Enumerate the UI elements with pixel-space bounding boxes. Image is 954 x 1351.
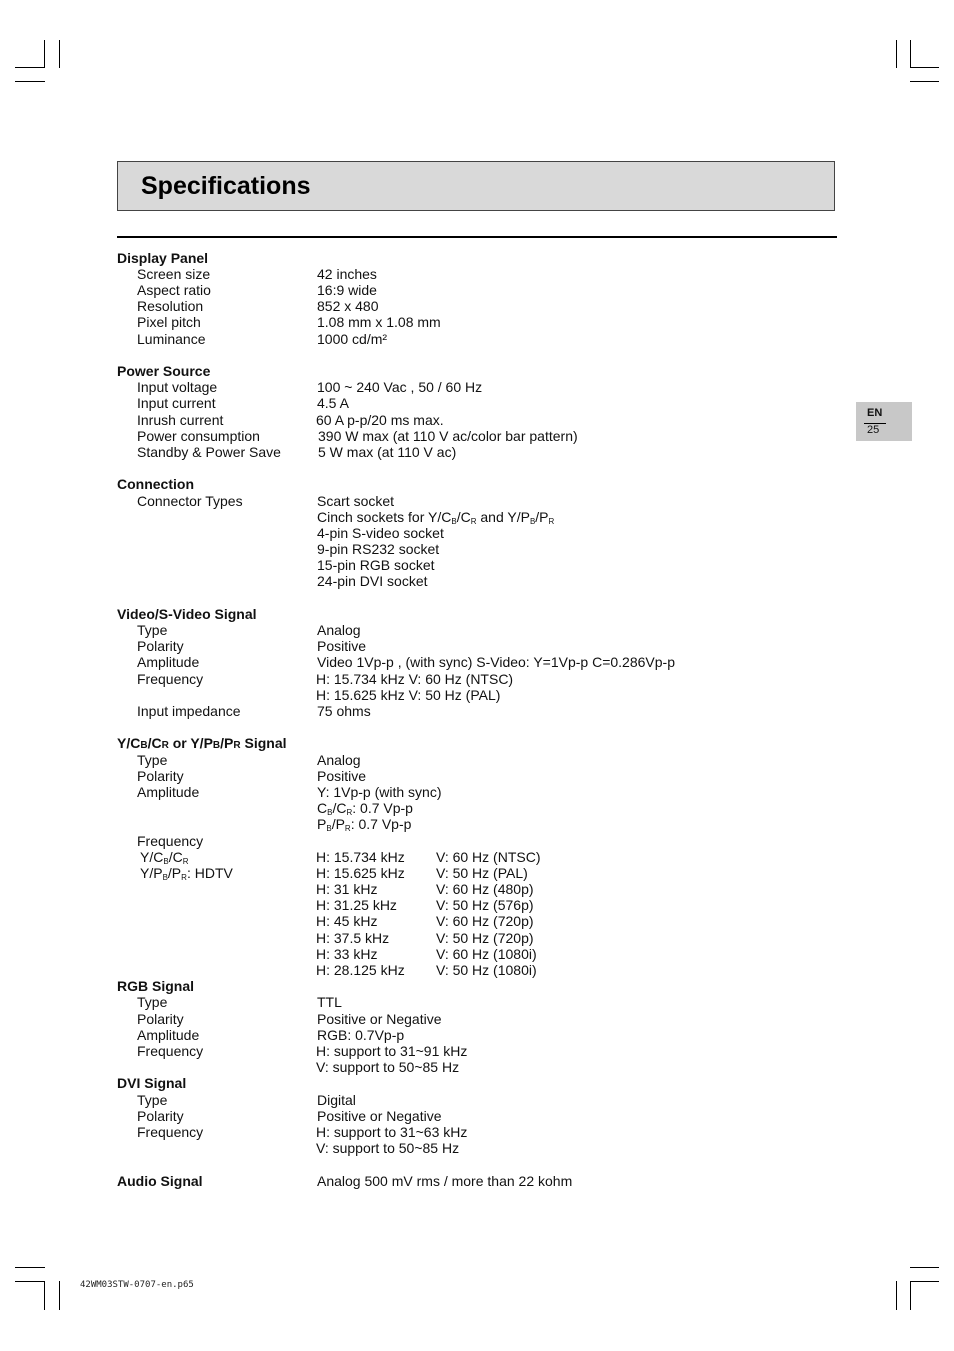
spec-label: Amplitude: [137, 784, 200, 800]
footer-filename: 42WM03STW-0707-en.p65: [80, 1280, 194, 1290]
spec-value: 42 inches: [317, 266, 377, 282]
spec-value: 60 A p-p/20 ms max.: [316, 412, 444, 428]
spec-value: 75 ohms: [317, 703, 371, 719]
spec-label: Polarity: [137, 1011, 184, 1027]
spec-label: Type: [137, 622, 168, 638]
freq-h: H: 33 kHz: [316, 946, 378, 962]
spec-value: Analog 500 mV rms / more than 22 kohm: [317, 1173, 573, 1189]
freq-v: V: 60 Hz (480p): [436, 881, 534, 897]
language-label: EN: [867, 407, 883, 419]
spec-value: RGB: 0.7Vp-p: [317, 1027, 405, 1043]
freq-v: V: 50 Hz (1080i): [436, 962, 537, 978]
spec-label: Amplitude: [137, 1027, 200, 1043]
spec-value: Positive: [317, 638, 367, 654]
page-title: Specifications: [141, 172, 311, 200]
spec-value: $C_B/C_R$: 0.7 Vp-p: [317, 800, 413, 817]
spec-value: 1.08 mm x 1.08 mm: [317, 314, 441, 330]
spec-label: Input voltage: [137, 379, 218, 395]
spec-value: TTL: [317, 994, 342, 1010]
spec-value: 24-pin DVI socket: [317, 573, 428, 589]
freq-h: H: 15.625 kHz: [316, 865, 405, 881]
spec-value: Scart socket: [317, 493, 395, 509]
spec-value: 4.5 A: [317, 395, 349, 411]
freq-h: H: 31.25 kHz: [316, 897, 397, 913]
spec-value: Video 1Vp-p , (with sync) S-Video: Y=1Vp-p C=0.286Vp-p: [317, 654, 675, 670]
spec-value: 100 ~ 240 Vac , 50 / 60 Hz: [317, 379, 483, 395]
freq-h: H: 37.5 kHz: [316, 930, 390, 946]
title-banner: [117, 161, 835, 211]
freq-h: H: 28.125 kHz: [316, 962, 405, 978]
section-heading: RGB Signal: [117, 978, 195, 994]
spec-label: Polarity: [137, 638, 184, 654]
spec-label: Screen size: [137, 266, 211, 282]
spec-value: 852 x 480: [317, 298, 379, 314]
section-heading: Y/CB/CR or Y/PB/PR Signal: [117, 735, 287, 751]
freq-v: V: 50 Hz (720p): [436, 930, 534, 946]
spec-value: V: support to 50~85 Hz: [316, 1059, 460, 1075]
spec-value: Positive: [317, 768, 367, 784]
spec-label: Polarity: [137, 768, 184, 784]
spec-value: H: support to 31~91 kHz: [316, 1043, 468, 1059]
spec-label: Input current: [137, 395, 216, 411]
spec-value: 15-pin RGB socket: [317, 557, 435, 573]
section-heading: Video/S-Video Signal: [117, 606, 257, 622]
spec-label: Connector Types: [137, 493, 243, 509]
spec-label: Frequency: [137, 671, 204, 687]
spec-value: Cinch sockets for $Y/C_B/C_R$ and $Y/P_B/P_R$: [317, 509, 555, 526]
spec-value: H: 15.734 kHz V: 60 Hz (NTSC): [316, 671, 514, 687]
spec-value: H: 15.625 kHz V: 50 Hz (PAL): [316, 687, 501, 703]
spec-label: Pixel pitch: [137, 314, 201, 330]
freq-v: V: 50 Hz (576p): [436, 897, 534, 913]
spec-label: Inrush current: [137, 412, 224, 428]
page-number: 25: [867, 424, 880, 436]
spec-value: Analog: [317, 622, 361, 638]
spec-label: Type: [137, 994, 168, 1010]
section-heading: Display Panel: [117, 250, 209, 266]
spec-value: 1000 cd/m²: [317, 331, 388, 347]
spec-value: Positive or Negative: [317, 1011, 442, 1027]
spec-label: $Y/C_B/C_R$: [140, 849, 189, 866]
freq-h: H: 15.734 kHz: [316, 849, 405, 865]
spec-label: Type: [137, 1092, 168, 1108]
spec-value: 4-pin S-video socket: [317, 525, 444, 541]
spec-label: $Y/P_B/P_R$: HDTV: [140, 865, 233, 882]
spec-label: Amplitude: [137, 654, 200, 670]
spec-label: Type: [137, 752, 168, 768]
divider: [117, 236, 837, 238]
freq-v: V: 60 Hz (NTSC): [436, 849, 541, 865]
spec-value: Positive or Negative: [317, 1108, 442, 1124]
spec-value: V: support to 50~85 Hz: [316, 1140, 460, 1156]
spec-value: 16:9 wide: [317, 282, 377, 298]
freq-h: H: 31 kHz: [316, 881, 378, 897]
spec-value: H: support to 31~63 kHz: [316, 1124, 468, 1140]
section-heading: DVI Signal: [117, 1075, 187, 1091]
spec-label: Luminance: [137, 331, 206, 347]
section-heading: Audio Signal: [117, 1173, 203, 1189]
spec-label: Polarity: [137, 1108, 184, 1124]
freq-v: V: 60 Hz (1080i): [436, 946, 537, 962]
spec-value: Analog: [317, 752, 361, 768]
spec-value: 9-pin RS232 socket: [317, 541, 440, 557]
side-tab: [856, 402, 912, 441]
spec-label: Aspect ratio: [137, 282, 211, 298]
spec-label: Frequency: [137, 833, 204, 849]
spec-label: Frequency: [137, 1124, 204, 1140]
spec-label: Power consumption: [137, 428, 260, 444]
spec-value: Digital: [317, 1092, 356, 1108]
spec-value: $P_B/P_R$: 0.7 Vp-p: [317, 816, 412, 833]
spec-label: Standby & Power Save: [137, 444, 281, 460]
spec-label: Input impedance: [137, 703, 241, 719]
freq-v: V: 60 Hz (720p): [436, 913, 534, 929]
spec-value: 5 W max (at 110 V ac): [318, 444, 457, 460]
freq-h: H: 45 kHz: [316, 913, 378, 929]
spec-label: Resolution: [137, 298, 204, 314]
section-heading: Connection: [117, 476, 194, 492]
section-heading: Power Source: [117, 363, 211, 379]
spec-value: 390 W max (at 110 V ac/color bar pattern): [318, 428, 578, 444]
freq-v: V: 50 Hz (PAL): [436, 865, 528, 881]
spec-label: Frequency: [137, 1043, 204, 1059]
spec-value: Y: 1Vp-p (with sync): [317, 784, 442, 800]
